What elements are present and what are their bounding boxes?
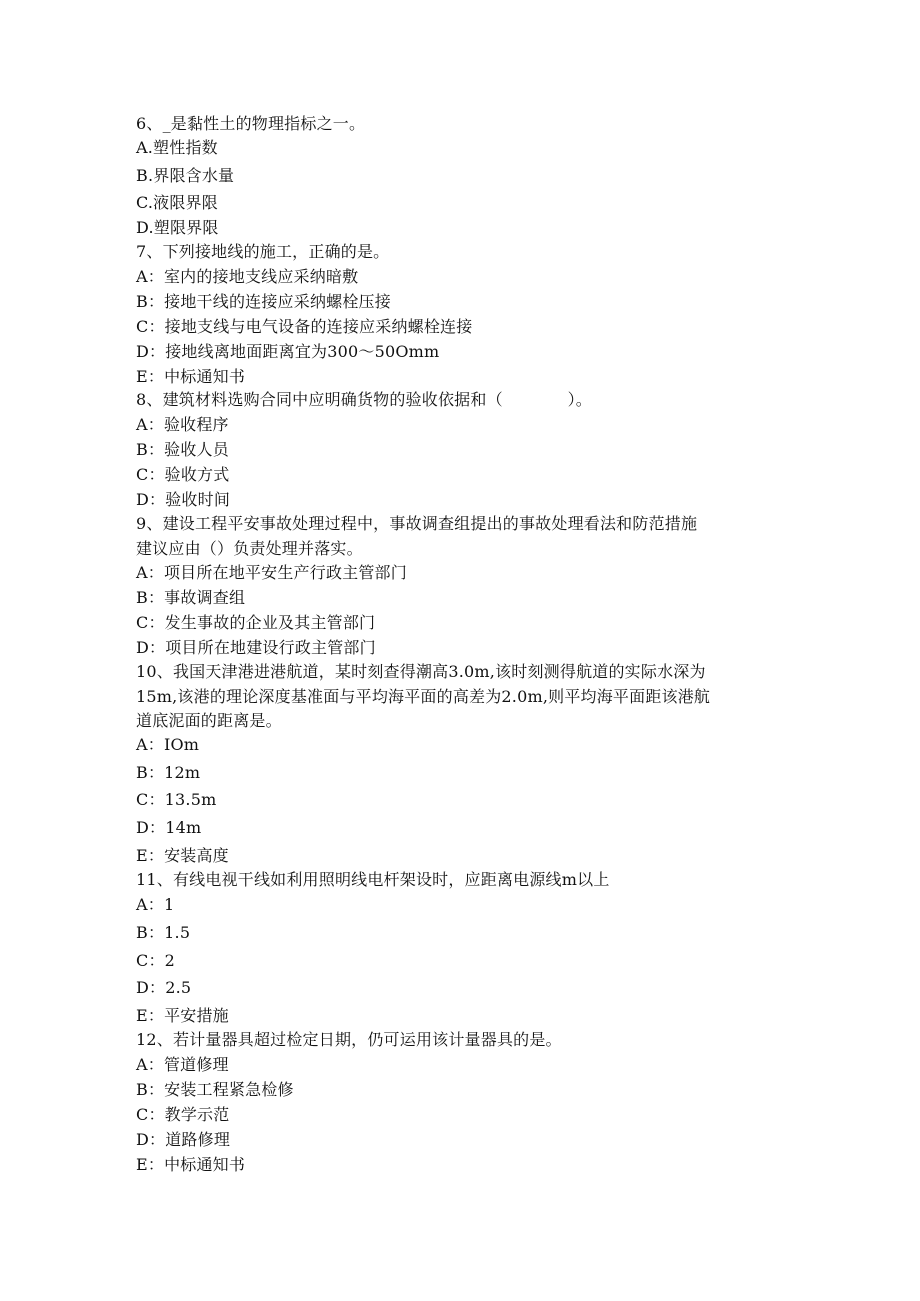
question-6-option-a: A.塑性指数 (136, 138, 218, 157)
question-12-option-d: D：道路修理 (136, 1130, 231, 1149)
question-11-stem: 11、有线电视干线如利用照明线电杆架设时，应距离电源线m以上 (136, 870, 610, 889)
question-7-option-c: C：接地支线与电气设备的连接应采纳螺栓连接 (136, 317, 473, 336)
question-10-stem-line-2: 15m,该港的理论深度基准面与平均海平面的高差为2.0m,则平均海平面距该港航 (136, 687, 711, 706)
question-11-option-d: D：2.5 (136, 978, 192, 997)
question-10-option-e: E：安装高度 (136, 846, 229, 865)
question-9-option-a: A：项目所在地平安生产行政主管部门 (136, 563, 407, 582)
question-7-option-a: A：室内的接地支线应采纳暗敷 (136, 267, 359, 286)
question-12-option-b: B：安装工程紧急检修 (136, 1080, 294, 1099)
question-10-option-b: B：12m (136, 763, 201, 782)
question-8-option-b: B：验收人员 (136, 440, 229, 459)
question-6-option-b: B.界限含水量 (136, 166, 235, 185)
question-7-option-d: D：接地线离地面距离宜为300～50Omm (136, 342, 440, 361)
question-6-option-c: C.液限界限 (136, 193, 218, 212)
question-12-option-c: C：教学示范 (136, 1105, 230, 1124)
question-11-option-c: C：2 (136, 951, 176, 970)
question-8-option-a: A：验收程序 (136, 415, 229, 434)
question-10-option-a: A：IOm (136, 735, 200, 754)
question-9-option-d: D：项目所在地建设行政主管部门 (136, 638, 376, 657)
question-10-option-d: D：14m (136, 818, 202, 837)
question-6-stem: 6、_是黏性土的物理指标之一。 (136, 114, 366, 133)
question-10-option-c: C：13.5m (136, 790, 217, 809)
question-9-option-c: C：发生事故的企业及其主管部门 (136, 613, 376, 632)
question-9-stem-line-1: 9、建设工程平安事故处理过程中，事故调查组提出的事故处理看法和防范措施 (136, 514, 698, 533)
question-10-stem-line-1: 10、我国天津港进港航道，某时刻查得潮高3.0m,该时刻测得航道的实际水深为 (136, 662, 706, 681)
question-11-option-e: E：平安措施 (136, 1006, 229, 1025)
question-12-option-a: A：管道修理 (136, 1055, 229, 1074)
question-12-option-e: E：中标通知书 (136, 1155, 246, 1174)
question-7-option-e: E：中标通知书 (136, 367, 246, 386)
question-8-option-c: C：验收方式 (136, 465, 230, 484)
question-9-option-b: B：事故调查组 (136, 588, 246, 607)
question-8-option-d: D：验收时间 (136, 490, 231, 509)
question-10-stem-line-3: 道底泥面的距离是。 (136, 711, 282, 730)
question-9-stem-line-2: 建议应由（）负责处理并落实。 (136, 539, 363, 558)
question-7-stem: 7、下列接地线的施工，正确的是。 (136, 242, 390, 261)
question-8-stem: 8、建筑材料选购合同中应明确货物的验收依据和（ ）。 (136, 390, 592, 409)
question-11-option-a: A：1 (136, 895, 175, 914)
question-7-option-b: B：接地干线的连接应采纳螺栓压接 (136, 292, 391, 311)
question-12-stem: 12、若计量器具超过检定日期，仍可运用该计量器具的是。 (136, 1030, 562, 1049)
question-11-option-b: B：1.5 (136, 923, 191, 942)
question-6-option-d: D.塑限界限 (136, 218, 219, 237)
